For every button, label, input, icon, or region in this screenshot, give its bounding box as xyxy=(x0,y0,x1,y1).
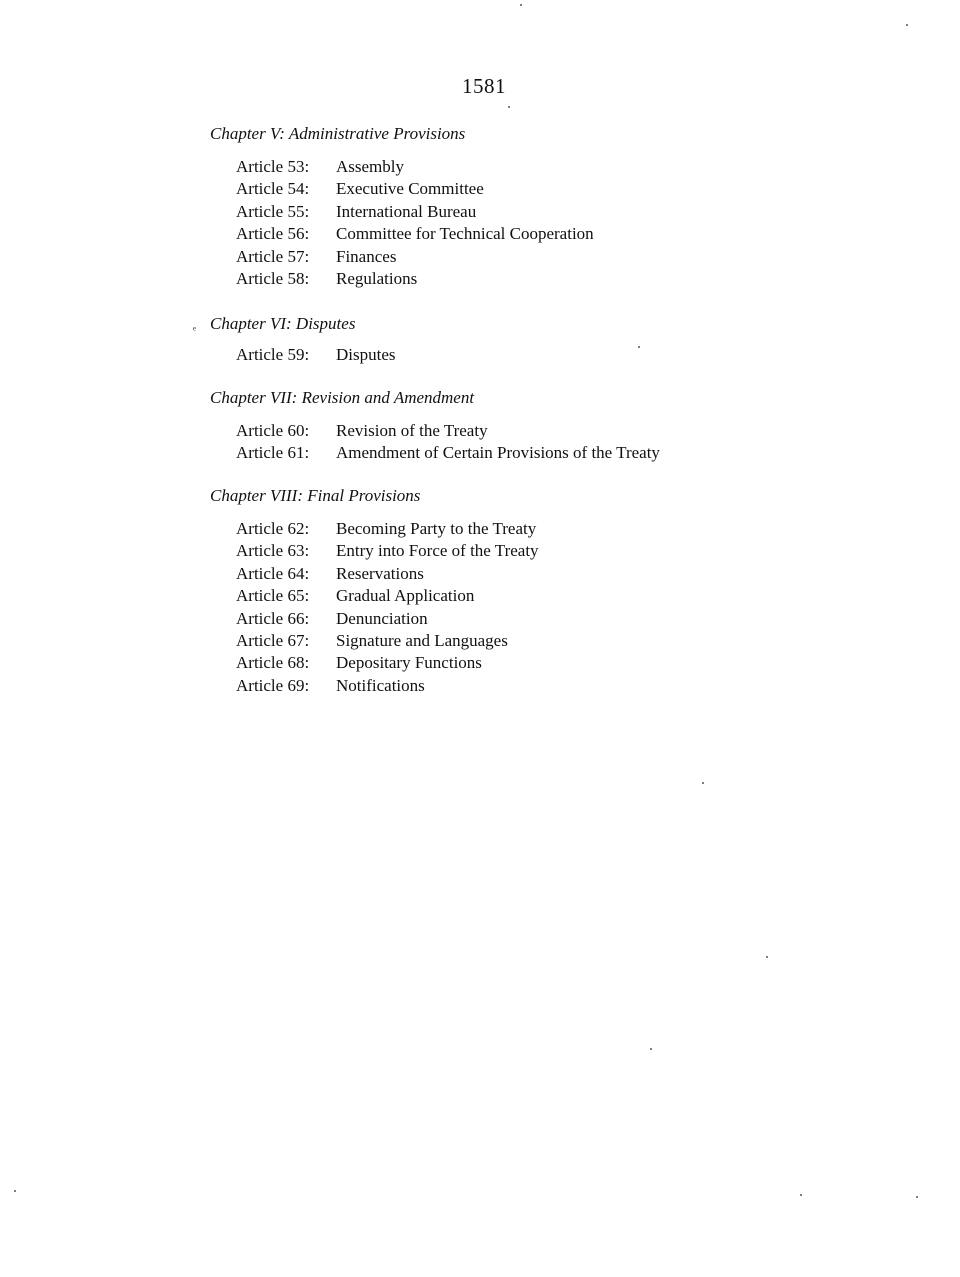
article-number: Article 54: xyxy=(236,179,310,199)
article-number: Article 63: xyxy=(236,541,310,561)
article-row xyxy=(236,518,936,540)
article-title: International Bureau xyxy=(336,201,477,221)
article-row xyxy=(236,420,936,442)
article-title: Assembly xyxy=(336,157,404,176)
scan-speck xyxy=(916,1196,918,1198)
scan-speck xyxy=(520,4,522,6)
scan-speck xyxy=(508,106,510,108)
scan-speck xyxy=(638,346,640,348)
article-row xyxy=(236,156,936,178)
article-row xyxy=(236,442,936,464)
article-title: Executive Committee xyxy=(336,179,484,199)
article-row xyxy=(236,675,936,697)
article-row xyxy=(236,344,936,366)
article-title: Gradual Application xyxy=(336,586,475,606)
article-number: Article 67: xyxy=(236,630,310,650)
article-number: Article 68: xyxy=(236,653,310,673)
article-row xyxy=(236,630,936,652)
article-row xyxy=(236,178,936,200)
article-number: Article 62: xyxy=(236,519,310,538)
article-number: Article 65: xyxy=(236,586,310,606)
scan-speck xyxy=(766,956,768,958)
article-row xyxy=(236,608,936,630)
article-title: Notifications xyxy=(336,675,425,695)
scan-speck xyxy=(650,1048,652,1050)
article-title: Regulations xyxy=(336,268,418,288)
article-number: Article 57: xyxy=(236,246,310,266)
scan-mark: ᵉ xyxy=(193,323,197,337)
article-number: Article 60: xyxy=(236,421,310,440)
article-row xyxy=(236,201,936,223)
article-number: Article 64: xyxy=(236,563,310,583)
article-row xyxy=(236,223,936,245)
article-title: Disputes xyxy=(336,345,396,364)
scan-speck xyxy=(906,24,908,26)
article-title: Entry into Force of the Treaty xyxy=(336,541,539,561)
article-number: Article 56: xyxy=(236,224,310,244)
article-number: Article 61: xyxy=(236,443,310,463)
article-row xyxy=(236,268,936,290)
chapter-title: Chapter VIII: Final Provisions xyxy=(210,486,421,505)
page-number: 1581 xyxy=(462,74,506,98)
chapter-title: Chapter VI: Disputes xyxy=(210,314,356,333)
article-title: Revision of the Treaty xyxy=(336,421,488,440)
article-row xyxy=(236,585,936,607)
article-row xyxy=(236,563,936,585)
article-title: Signature and Languages xyxy=(336,630,508,650)
article-number: Article 58: xyxy=(236,268,310,288)
scan-speck xyxy=(702,782,704,784)
article-number: Article 66: xyxy=(236,608,310,628)
scan-speck xyxy=(800,1194,802,1196)
article-number: Article 55: xyxy=(236,201,310,221)
article-number: Article 59: xyxy=(236,345,310,364)
chapter-title: Chapter VII: Revision and Amendment xyxy=(210,388,475,407)
article-title: Amendment of Certain Provisions of the Treaty xyxy=(336,443,660,463)
article-row xyxy=(236,246,936,268)
chapter-title: Chapter V: Administrative Provisions xyxy=(210,124,466,143)
scan-speck xyxy=(14,1190,16,1192)
article-title: Finances xyxy=(336,246,397,266)
article-row xyxy=(236,652,936,674)
article-title: Denunciation xyxy=(336,608,428,628)
article-title: Committee for Technical Cooperation xyxy=(336,224,594,244)
article-number: Article 69: xyxy=(236,675,310,695)
article-row xyxy=(236,540,936,562)
article-title: Becoming Party to the Treaty xyxy=(336,519,537,538)
article-title: Depositary Functions xyxy=(336,653,482,673)
article-number: Article 53: xyxy=(236,157,310,176)
article-title: Reservations xyxy=(336,563,424,583)
